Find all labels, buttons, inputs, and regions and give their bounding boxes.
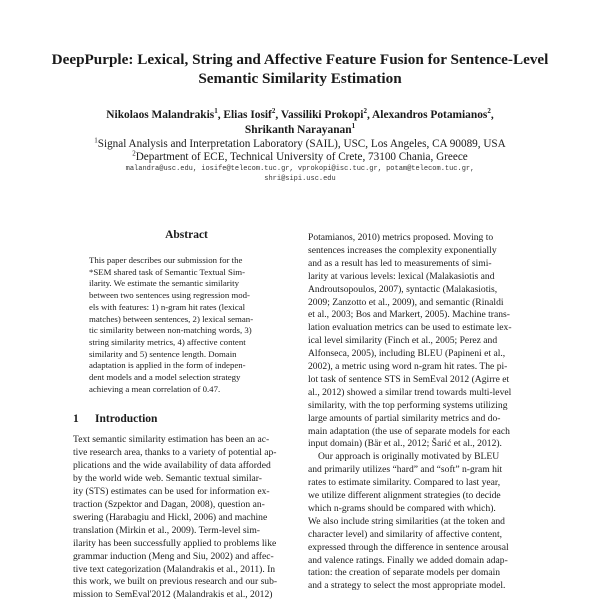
text-line: achieving a mean correlation of 0.47. [89, 383, 221, 394]
text-line: Our approach is originally motivated by BLEU [318, 451, 500, 463]
section-heading [73, 413, 157, 425]
text-line: tation: the creation of separate models per domain [308, 567, 501, 579]
text-line: tive text categorization (Malandrakis et al., 2011). In [73, 563, 276, 575]
text-line: els with features: 1) n-gram hit rates (lexical [89, 301, 246, 312]
affil-mark: 1 [94, 136, 98, 145]
text-line: this work, we built on previous research and our sub- [73, 576, 278, 588]
text-line: similarity and 5) sentence length. Domain [89, 348, 237, 359]
affil-text: Signal Analysis and Interpretation Laboratory (SAIL), USC, Los Angeles, CA 90089, USA [97, 138, 506, 150]
text-line: sentences increases the complexity exponentially [308, 244, 497, 256]
text-line: grammar induction (Meng and Siu, 2002) and affec- [73, 550, 274, 562]
text-line: adaptation is applied in the form of indepen- [89, 360, 246, 371]
author-name: Elias Iosif [223, 109, 272, 121]
text-line: 2009; Zanzotto et al., 2009), and semantic (Rinaldi [308, 296, 504, 308]
text-line: rates to estimate similarity. Compared to last year, [308, 477, 501, 489]
text-line: and valence ratings. Finally we added domain adap- [308, 554, 508, 566]
affiliation [40, 138, 560, 152]
author-affil-mark: 1 [351, 121, 356, 130]
text-line: dent models and a model selection strategy [89, 372, 241, 382]
affil-text: Department of ECE, Technical University of Crete, 73100 Chania, Greece [135, 151, 468, 163]
title-line: Semantic Similarity Estimation [198, 70, 402, 87]
text-line: we utilize different alignment strategies (to decide [308, 490, 501, 501]
text-line: string similarity metrics, 4) affective content [89, 336, 246, 347]
text-line: *SEM shared task of Semantic Textual Sim- [89, 266, 246, 277]
text-line: traction (Szpektor and Dagan, 2008), question an- [73, 498, 265, 510]
text-line: This paper describes our submission for the [89, 255, 243, 265]
text-line: Potamianos, 2010) metrics proposed. Moving to [308, 232, 494, 243]
text-line: which n-grams should be compared with which). [308, 502, 496, 514]
section-number: 1 [73, 413, 79, 425]
text-line: tive research area, thanks to a variety of potential ap- [73, 446, 277, 458]
text-line: matches) between sentences, 2) lexical seman- [89, 313, 254, 324]
author-name: Vassiliki Prokopi [280, 109, 364, 121]
text-line: al., 2012) showed a similar trend towards multi-level [308, 386, 512, 398]
author-name: Nikolaos Malandrakis [106, 109, 215, 121]
text-line: by the world wide web. Semantic textual similar- [73, 472, 262, 484]
affiliation [40, 151, 560, 165]
title-line: DeepPurple: Lexical, String and Affective Feature Fusion for Sentence-Level [51, 51, 549, 68]
text-line: ilarity has been successfully applied to problems like [73, 537, 277, 549]
author-affil-mark: 2 [363, 107, 367, 116]
author-line [40, 123, 560, 138]
text-line: tic similarity between non-matching words, 3) [89, 325, 252, 336]
email-list [60, 164, 540, 184]
abstract-heading: Abstract [165, 229, 208, 241]
text-line: et al., 2003; Bos and Markert, 2005). Machine trans- [308, 309, 510, 321]
author-line: Nikolaos Malandrakis$^1$, Elias Iosif$^2$, Vassiliki Prokopi$^2$, Alexandros Potamianos$^2$, [106, 107, 494, 121]
email-line: malandra@usc.edu, iosife@telecom.tuc.gr, vprokopi@isc.tuc.gr, potam@telecom.tuc.gr, [125, 165, 475, 173]
text-line: mission to SemEval'2012 (Malandrakis et al., 2012) [73, 589, 273, 601]
text-line: larity at various levels: lexical (Malakasiotis and [308, 270, 495, 282]
text-line: lot task of sentence STS in SemEval 2012 (Agirre et [308, 373, 510, 385]
author-name: Shrikanth Narayanan [244, 123, 352, 136]
author-affil-mark: 2 [271, 107, 276, 116]
text-line: ity (STS) estimates can be used for information ex- [73, 485, 270, 497]
author-name: Alexandros Potamianos [372, 109, 488, 121]
text-line: ilarity. We estimate the semantic similarity [89, 278, 240, 289]
author-affil-mark: 2 [487, 107, 491, 116]
text-line: plications and the wide availability of data afforded [73, 459, 271, 471]
text-line: translation (Mirkin et al., 2009). Term-level sim- [73, 524, 260, 536]
text-line: lation evaluation metrics can be used to estimate lex- [308, 322, 512, 334]
text-line: input domain) (Bär et al., 2012; Šarić et al., 2012). [308, 438, 502, 450]
text-line: Androutsopoulos, 2007), syntactic (Malakasiotis, [308, 283, 498, 295]
text-line: character level) and similarity of affective content, [308, 528, 503, 540]
text-line: ical level similarity (Finch et al., 2005; Perez and [308, 335, 498, 347]
text-line: 2002), a metric using word n-gram hit rates. The pi- [308, 361, 508, 372]
email-line: shri@sipi.usc.edu [264, 175, 336, 183]
text-line: similarity, with the top performing systems utilizing [308, 399, 508, 411]
text-line: main adaptation (the use of separate models for each [308, 425, 510, 437]
section-title: Introduction [95, 413, 158, 425]
text-line: expressed through the difference in sentence arousal [308, 541, 509, 553]
affil-mark: 2 [132, 149, 136, 158]
text-line: Alfonseca, 2005), including BLEU (Papineni et al., [308, 348, 506, 360]
text-line: and a strategy to select the most appropriate model. [308, 580, 506, 592]
text-line: large amounts of partial similarity metrics and do- [308, 412, 501, 424]
text-line: We also include string similarities (at the token and [308, 515, 505, 527]
author-affil-mark: 1 [214, 107, 218, 116]
text-line: and primarily utilizes “hard” and “soft” n-gram hit [308, 464, 503, 476]
author-list [40, 108, 560, 137]
text-line: between two sentences using regression mod- [89, 290, 250, 301]
text-line: swering (Harabagiu and Hickl, 2006) and machine [73, 511, 268, 523]
paper-title [40, 50, 560, 88]
text-line: Text semantic similarity estimation has been an ac- [73, 434, 270, 445]
text-line: and as a result has led to measurements of simi- [308, 257, 492, 269]
